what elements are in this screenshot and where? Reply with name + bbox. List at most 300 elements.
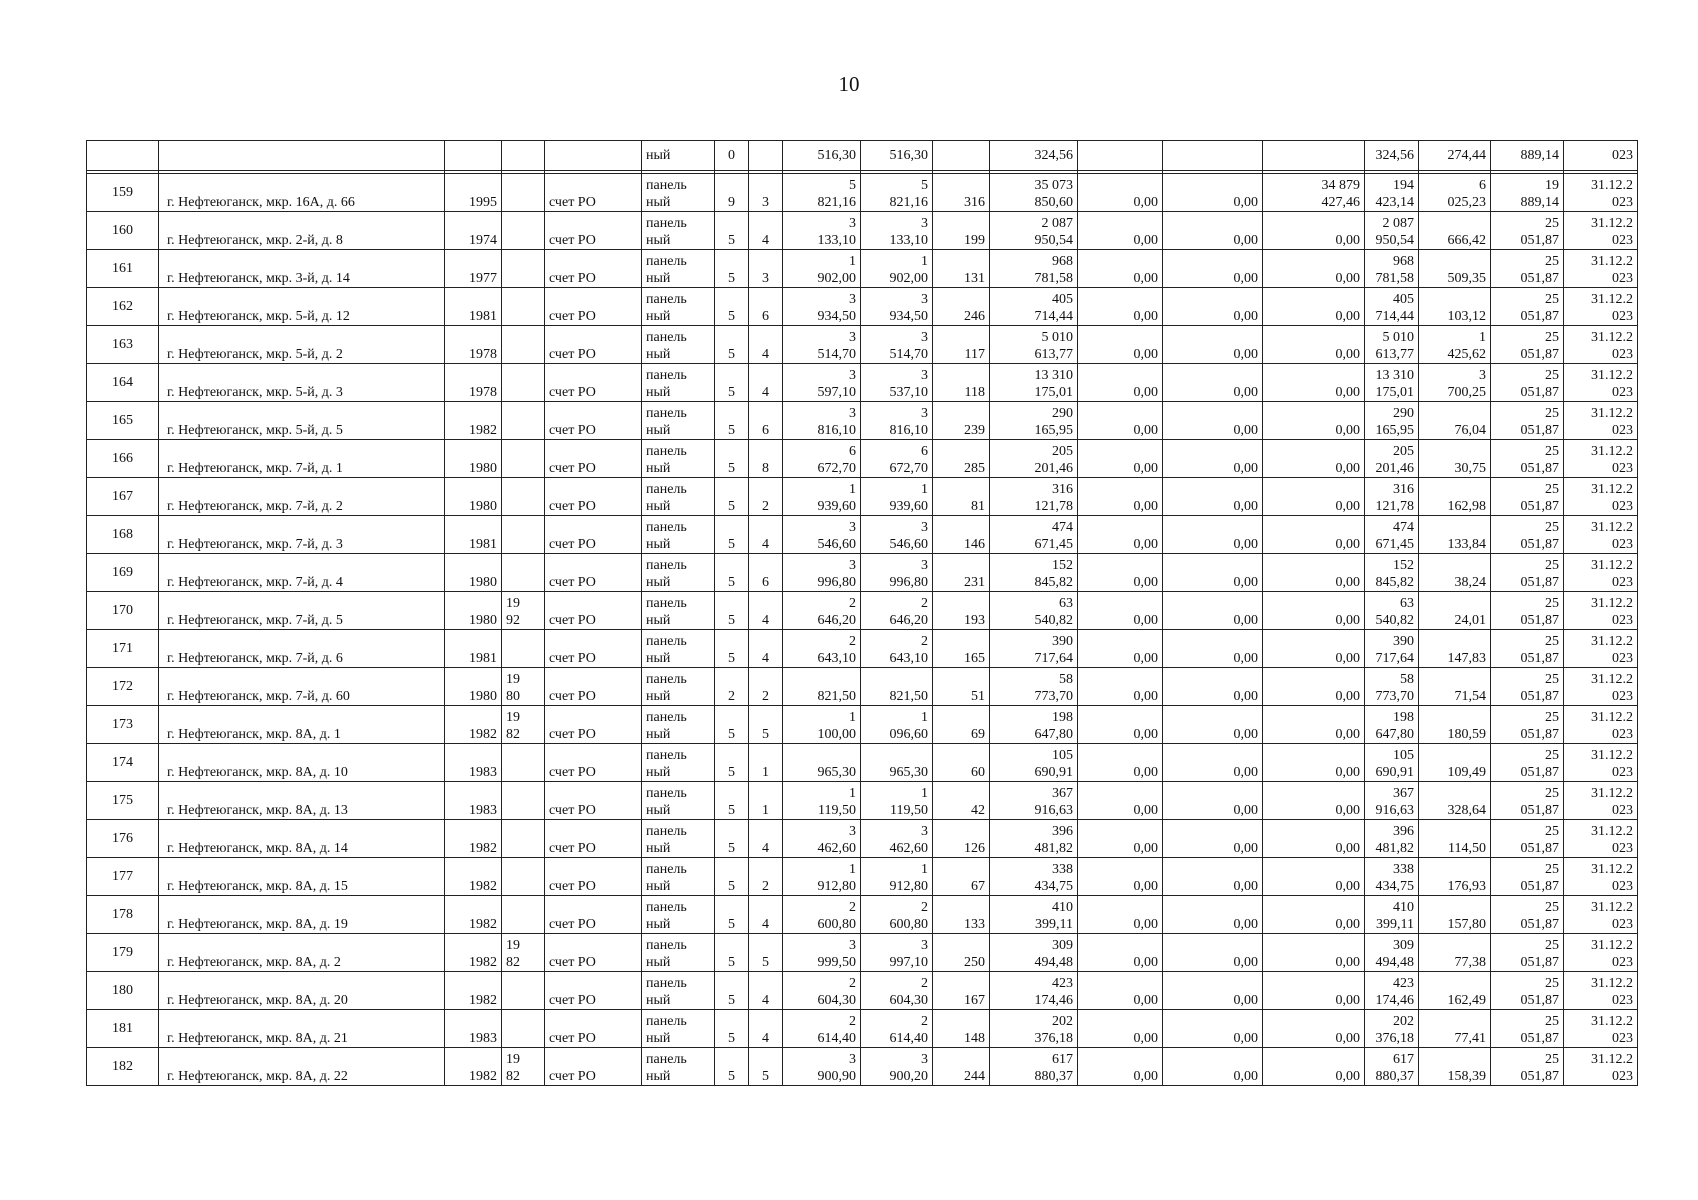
cost-per-m2-cell-line: 24,01: [1454, 613, 1486, 628]
table-body: [87, 141, 1638, 1086]
area-total-cell-line: 5: [849, 178, 856, 193]
cost-per-m2-cell: [1419, 326, 1491, 364]
cost-per-m2-cell: [1419, 250, 1491, 288]
limit-cost-cell-line: 051,87: [1520, 1069, 1559, 1084]
cost-per-m2-cell-line: 30,75: [1454, 461, 1486, 476]
cost-per-m2-cell-line: 103,12: [1447, 309, 1486, 324]
limit-cost-cell-line: 051,87: [1520, 841, 1559, 856]
area-residential-cell-line: 816,10: [889, 423, 928, 438]
funds-own-cell-line: 338: [1393, 862, 1414, 877]
year-commissioned-cell: [502, 364, 545, 402]
cost-per-m2-cell-line: 109,49: [1447, 765, 1486, 780]
year-commissioned-cell: [502, 1010, 545, 1048]
funds-own-cell: [1365, 554, 1419, 592]
area-residential-cell-line: 546,60: [889, 537, 928, 552]
wall-material-cell: [642, 364, 715, 402]
limit-cost-cell-line: 25: [1545, 330, 1559, 345]
cost-total-cell-line: 968: [1052, 254, 1073, 269]
area-residential-cell: 516,30: [861, 141, 933, 171]
limit-cost-cell-line: 25: [1545, 558, 1559, 573]
address-cell: г. Нефтеюганск, мкр. 7-й, д. 5: [159, 592, 445, 630]
funds-3-cell: [1263, 288, 1365, 326]
fund-method-cell: счет РО: [545, 630, 642, 668]
completion-date-cell-line: 31.12.2: [1591, 938, 1633, 953]
completion-date-cell-line: 023: [1612, 955, 1633, 970]
funds-3-cell: [1263, 402, 1365, 440]
area-residential-cell: [861, 288, 933, 326]
limit-cost-cell-line: 25: [1545, 900, 1559, 915]
area-total-cell-line: 3: [849, 330, 856, 345]
funds-own-cell: [1365, 782, 1419, 820]
year-commissioned-cell-line: [506, 878, 540, 895]
cost-per-m2-cell-line: 162,98: [1447, 499, 1486, 514]
address-cell: г. Нефтеюганск, мкр. 16А, д. 66: [159, 174, 445, 212]
cost-per-m2-cell-line: [1423, 1051, 1486, 1068]
area-total-cell-line: 600,80: [817, 917, 856, 932]
wall-material-cell-line: ный: [646, 233, 671, 248]
year-commissioned-cell: [502, 516, 545, 554]
year-built-cell: 1977: [445, 250, 502, 288]
area-residential-cell-line: 2: [921, 900, 928, 915]
year-built-cell: 1981: [445, 516, 502, 554]
funds-3-cell-line: 0,00: [1335, 917, 1360, 932]
cost-per-m2-cell-line: 158,39: [1447, 1069, 1486, 1084]
area-residential-cell-line: 646,20: [889, 613, 928, 628]
wall-material-cell-line: панель: [646, 406, 687, 421]
area-residential-cell-line: 821,16: [889, 195, 928, 210]
cost-total-cell-line: 201,46: [1034, 461, 1073, 476]
completion-date-cell: [1564, 630, 1638, 668]
wall-material-cell-line: ный: [646, 879, 671, 894]
funds-1-cell: 0,00: [1078, 820, 1163, 858]
funds-2-cell: 0,00: [1163, 212, 1263, 250]
funds-own-cell-line: 202: [1393, 1014, 1414, 1029]
year-commissioned-cell: [502, 288, 545, 326]
row-number-cell: 171: [87, 630, 159, 668]
funds-own-cell-line: 58: [1400, 672, 1414, 687]
cost-total-cell-line: 105: [1052, 748, 1073, 763]
funds-3-cell-line: 0,00: [1335, 955, 1360, 970]
row-number-cell: 165: [87, 402, 159, 440]
funds-own-cell-line: 434,75: [1375, 879, 1414, 894]
completion-date-cell-line: 023: [1612, 423, 1633, 438]
funds-own-cell: [1365, 1010, 1419, 1048]
wall-material-cell-line: панель: [646, 786, 687, 801]
year-built-cell: 1980: [445, 554, 502, 592]
funds-own-cell-line: 714,44: [1375, 309, 1414, 324]
wall-material-cell-line: ный: [646, 309, 671, 324]
funds-1-cell: 0,00: [1078, 174, 1163, 212]
limit-cost-cell: [1491, 972, 1564, 1010]
residents-cell: 81: [933, 478, 990, 516]
year-commissioned-cell: [502, 972, 545, 1010]
wall-material-cell: [642, 592, 715, 630]
entrances-cell: 5: [749, 1048, 783, 1086]
year-commissioned-cell-line: [506, 367, 540, 384]
area-total-cell-line: 2: [849, 976, 856, 991]
limit-cost-cell-line: 051,87: [1520, 993, 1559, 1008]
wall-material-cell-line: ный: [646, 955, 671, 970]
cost-per-m2-cell-line: 1: [1479, 330, 1486, 345]
funds-3-cell: [1263, 554, 1365, 592]
year-commissioned-cell-line: [506, 177, 540, 194]
cost-total-cell: 324,56: [990, 141, 1078, 171]
cost-per-m2-cell: [1419, 1048, 1491, 1086]
area-residential-cell: [861, 212, 933, 250]
year-built-cell: 1974: [445, 212, 502, 250]
year-commissioned-cell: [502, 782, 545, 820]
limit-cost-cell-line: 25: [1545, 786, 1559, 801]
funds-1-cell: 0,00: [1078, 896, 1163, 934]
cost-per-m2-cell: [1419, 364, 1491, 402]
year-commissioned-cell-line: [506, 802, 540, 819]
row-number-cell: 164: [87, 364, 159, 402]
area-total-cell-line: 3: [849, 368, 856, 383]
funds-2-cell: 0,00: [1163, 402, 1263, 440]
limit-cost-cell: [1491, 174, 1564, 212]
houses-table: [86, 140, 1638, 1086]
funds-2-cell: 0,00: [1163, 896, 1263, 934]
funds-3-cell-line: 0,00: [1335, 423, 1360, 438]
funds-3-cell: [1263, 326, 1365, 364]
limit-cost-cell: [1491, 440, 1564, 478]
fund-method-cell: счет РО: [545, 744, 642, 782]
year-commissioned-cell-line: [506, 975, 540, 992]
area-total-cell: [783, 250, 861, 288]
floors-cell: 5: [715, 630, 749, 668]
cost-per-m2-cell-line: 180,59: [1447, 727, 1486, 742]
area-residential-cell: [861, 174, 933, 212]
funds-own-cell-line: 916,63: [1375, 803, 1414, 818]
cost-total-cell-line: 423: [1052, 976, 1073, 991]
wall-material-cell-line: ный: [646, 499, 671, 514]
area-total-cell-line: 100,00: [817, 727, 856, 742]
area-residential-cell: [861, 744, 933, 782]
limit-cost-cell-line: 25: [1545, 824, 1559, 839]
cost-per-m2-cell-line: [1423, 481, 1486, 498]
funds-own-cell: [1365, 630, 1419, 668]
address-cell: г. Нефтеюганск, мкр. 8А, д. 13: [159, 782, 445, 820]
cost-per-m2-cell-line: 3: [1479, 368, 1486, 383]
limit-cost-cell-line: 051,87: [1520, 537, 1559, 552]
year-commissioned-cell-line: [506, 308, 540, 325]
limit-cost-cell: [1491, 402, 1564, 440]
funds-3-cell-line: [1267, 367, 1360, 384]
table-row: [87, 668, 1638, 706]
entrances-cell: 2: [749, 478, 783, 516]
funds-own-cell: [1365, 364, 1419, 402]
row-number-cell: 178: [87, 896, 159, 934]
cost-total-cell-line: 35 073: [1034, 178, 1073, 193]
row-number-cell: 181: [87, 1010, 159, 1048]
wall-material-cell: [642, 212, 715, 250]
area-total-cell: [783, 630, 861, 668]
area-residential-cell: [861, 554, 933, 592]
area-total-cell-line: 2: [849, 1014, 856, 1029]
funds-own-cell-line: 194: [1393, 178, 1414, 193]
area-residential-cell: [861, 782, 933, 820]
limit-cost-cell: [1491, 288, 1564, 326]
area-residential-cell-line: 965,30: [889, 765, 928, 780]
year-commissioned-cell: [502, 250, 545, 288]
area-total-cell-line: 902,00: [817, 271, 856, 286]
residents-cell: 131: [933, 250, 990, 288]
area-total-cell-line: 3: [849, 558, 856, 573]
wall-material-cell-line: панель: [646, 976, 687, 991]
year-commissioned-cell-line: [506, 633, 540, 650]
funds-3-cell-line: [1267, 975, 1360, 992]
cost-per-m2-cell-line: [1423, 937, 1486, 954]
funds-1-cell: 0,00: [1078, 364, 1163, 402]
completion-date-cell: [1564, 478, 1638, 516]
cost-total-cell-line: 647,80: [1034, 727, 1073, 742]
completion-date-cell-line: 31.12.2: [1591, 330, 1633, 345]
year-commissioned-cell-line: [506, 823, 540, 840]
completion-date-cell-line: 023: [1612, 841, 1633, 856]
fund-method-cell: счет РО: [545, 174, 642, 212]
table-row: [87, 250, 1638, 288]
residents-cell: 199: [933, 212, 990, 250]
wall-material-cell-line: ный: [646, 461, 671, 476]
area-total-cell-line: 965,30: [817, 765, 856, 780]
cost-total-cell-line: 880,37: [1034, 1069, 1073, 1084]
cost-per-m2-cell-line: 025,23: [1447, 195, 1486, 210]
area-total-cell-line: 462,60: [817, 841, 856, 856]
funds-3-cell-line: 0,00: [1335, 993, 1360, 1008]
completion-date-cell-line: 31.12.2: [1591, 444, 1633, 459]
residents-cell: 165: [933, 630, 990, 668]
limit-cost-cell-line: 051,87: [1520, 651, 1559, 666]
completion-date-cell-line: 31.12.2: [1591, 824, 1633, 839]
wall-material-cell-line: ный: [646, 537, 671, 552]
completion-date-cell-line: 31.12.2: [1591, 710, 1633, 725]
funds-3-cell-line: 0,00: [1335, 727, 1360, 742]
completion-date-cell: [1564, 288, 1638, 326]
year-built-cell: 1982: [445, 934, 502, 972]
cost-per-m2-cell-line: [1423, 1013, 1486, 1030]
funds-2-cell: 0,00: [1163, 478, 1263, 516]
wall-material-cell: [642, 896, 715, 934]
completion-date-cell-line: 023: [1612, 499, 1633, 514]
funds-3-cell-line: 0,00: [1335, 347, 1360, 362]
cost-per-m2-cell: [1419, 212, 1491, 250]
cost-total-cell-line: 434,75: [1034, 879, 1073, 894]
entrances-cell: 6: [749, 554, 783, 592]
cost-total-cell: [990, 934, 1078, 972]
completion-date-cell-line: 023: [1612, 1031, 1633, 1046]
area-total-cell-line: 821,50: [817, 689, 856, 704]
limit-cost-cell: [1491, 896, 1564, 934]
cost-per-m2-cell: [1419, 516, 1491, 554]
area-total-cell-line: 546,60: [817, 537, 856, 552]
funds-own-cell-line: 165,95: [1375, 423, 1414, 438]
area-total-cell-line: 3: [849, 216, 856, 231]
wall-material-cell-line: панель: [646, 292, 687, 307]
funds-own-cell-line: 13 310: [1375, 368, 1414, 383]
limit-cost-cell-line: 051,87: [1520, 613, 1559, 628]
cost-total-cell: [990, 782, 1078, 820]
limit-cost-cell-line: 25: [1545, 938, 1559, 953]
cost-total-cell-line: 121,78: [1034, 499, 1073, 514]
area-total-cell: [783, 744, 861, 782]
funds-1-cell: 0,00: [1078, 440, 1163, 478]
address-cell: г. Нефтеюганск, мкр. 5-й, д. 12: [159, 288, 445, 326]
area-total-cell-line: 939,60: [817, 499, 856, 514]
funds-3-cell: [1263, 174, 1365, 212]
table-row: [87, 896, 1638, 934]
completion-date-cell: [1564, 364, 1638, 402]
area-total-cell-line: 3: [849, 406, 856, 421]
floors-cell: 5: [715, 820, 749, 858]
funds-own-cell-line: 617: [1393, 1052, 1414, 1067]
cost-total-cell-line: 198: [1052, 710, 1073, 725]
address-cell: г. Нефтеюганск, мкр. 7-й, д. 3: [159, 516, 445, 554]
address-cell: г. Нефтеюганск, мкр. 7-й, д. 4: [159, 554, 445, 592]
year-commissioned-cell: [502, 212, 545, 250]
table-row: [87, 288, 1638, 326]
cost-total-cell-line: 316: [1052, 482, 1073, 497]
limit-cost-cell: [1491, 1010, 1564, 1048]
funds-own-cell-line: 481,82: [1375, 841, 1414, 856]
residents-cell: 246: [933, 288, 990, 326]
cost-total-cell: [990, 478, 1078, 516]
year-built-cell: 1982: [445, 820, 502, 858]
limit-cost-cell: [1491, 820, 1564, 858]
address-cell: г. Нефтеюганск, мкр. 5-й, д. 3: [159, 364, 445, 402]
area-total-cell: [783, 972, 861, 1010]
row-number-cell: 159: [87, 174, 159, 212]
wall-material-cell: [642, 630, 715, 668]
limit-cost-cell-line: 051,87: [1520, 727, 1559, 742]
cost-per-m2-cell: [1419, 630, 1491, 668]
funds-2-cell: 0,00: [1163, 820, 1263, 858]
floors-cell: 5: [715, 250, 749, 288]
year-built-cell: 1983: [445, 744, 502, 782]
year-built-cell: 1983: [445, 782, 502, 820]
funds-own-cell-line: 121,78: [1375, 499, 1414, 514]
residents-cell: 316: [933, 174, 990, 212]
area-residential-cell-line: [865, 747, 928, 764]
fund-method-cell: счет РО: [545, 440, 642, 478]
funds-own-cell-line: 205: [1393, 444, 1414, 459]
funds-3-cell-line: 0,00: [1335, 537, 1360, 552]
floors-cell: 5: [715, 478, 749, 516]
funds-own-cell-line: 671,45: [1375, 537, 1414, 552]
cost-total-cell: [990, 744, 1078, 782]
floors-cell: 5: [715, 858, 749, 896]
area-total-cell-line: 900,90: [817, 1069, 856, 1084]
table-row: [87, 592, 1638, 630]
cost-total-cell-line: 290: [1052, 406, 1073, 421]
wall-material-cell-line: панель: [646, 444, 687, 459]
area-residential-cell-line: 3: [921, 1052, 928, 1067]
year-commissioned-cell-line: [506, 574, 540, 591]
funds-3-cell-line: [1267, 671, 1360, 688]
funds-3-cell: [1263, 706, 1365, 744]
cost-total-cell-line: 390: [1052, 634, 1073, 649]
wall-material-cell: [642, 326, 715, 364]
area-residential-cell: [861, 326, 933, 364]
funds-3-cell-line: 0,00: [1335, 233, 1360, 248]
limit-cost-cell-line: 051,87: [1520, 499, 1559, 514]
completion-date-cell: [1564, 402, 1638, 440]
funds-own-cell-line: 152: [1393, 558, 1414, 573]
year-commissioned-cell: [502, 706, 545, 744]
year-commissioned-cell-line: 92: [506, 613, 520, 628]
year-commissioned-cell: [502, 668, 545, 706]
cost-per-m2-cell: [1419, 174, 1491, 212]
completion-date-cell-line: 31.12.2: [1591, 634, 1633, 649]
cost-per-m2-cell-line: [1423, 747, 1486, 764]
cost-total-cell: [990, 288, 1078, 326]
area-total-cell-line: 646,20: [817, 613, 856, 628]
fund-method-cell: счет РО: [545, 478, 642, 516]
area-total-cell-line: 643,10: [817, 651, 856, 666]
fund-method-cell: счет РО: [545, 820, 642, 858]
year-commissioned-cell: [502, 554, 545, 592]
cost-total-cell-line: 410: [1052, 900, 1073, 915]
year-commissioned-cell-line: [506, 747, 540, 764]
wall-material-cell-line: панель: [646, 558, 687, 573]
row-number-cell: 176: [87, 820, 159, 858]
area-residential-cell: [861, 364, 933, 402]
wall-material-cell-line: панель: [646, 1052, 687, 1067]
funds-2-cell: 0,00: [1163, 326, 1263, 364]
cost-total-cell-line: 405: [1052, 292, 1073, 307]
fund-method-cell: счет РО: [545, 706, 642, 744]
year-built-cell: 1981: [445, 630, 502, 668]
residents-cell: 60: [933, 744, 990, 782]
entrances-cell: 8: [749, 440, 783, 478]
floors-cell: 5: [715, 1048, 749, 1086]
cost-total-cell-line: 613,77: [1034, 347, 1073, 362]
funds-3-cell: [1263, 516, 1365, 554]
funds-own-cell: [1365, 174, 1419, 212]
completion-date-cell-line: 31.12.2: [1591, 748, 1633, 763]
fund-method-cell: счет РО: [545, 250, 642, 288]
funds-own-cell-line: 773,70: [1375, 689, 1414, 704]
cost-total-cell: [990, 326, 1078, 364]
year-commissioned-cell-line: [506, 519, 540, 536]
row-number-cell: 169: [87, 554, 159, 592]
address-cell: г. Нефтеюганск, мкр. 8А, д. 15: [159, 858, 445, 896]
area-residential-cell-line: [865, 671, 928, 688]
cost-per-m2-cell-line: [1423, 557, 1486, 574]
wall-material-cell: [642, 706, 715, 744]
funds-own-cell-line: 63: [1400, 596, 1414, 611]
address-cell: г. Нефтеюганск, мкр. 8А, д. 14: [159, 820, 445, 858]
table-row: [87, 440, 1638, 478]
area-residential-cell-line: 1: [921, 862, 928, 877]
table-row: [87, 478, 1638, 516]
entrances-cell: 1: [749, 782, 783, 820]
funds-own-cell-line: 690,91: [1375, 765, 1414, 780]
entrances-cell: 1: [749, 744, 783, 782]
fund-method-cell: счет РО: [545, 972, 642, 1010]
residents-cell: 244: [933, 1048, 990, 1086]
area-residential-cell-line: 3: [921, 368, 928, 383]
year-commissioned-cell-line: [506, 422, 540, 439]
residents-cell: 69: [933, 706, 990, 744]
area-residential-cell-line: 1: [921, 710, 928, 725]
funds-3-cell-line: 0,00: [1335, 461, 1360, 476]
funds-1-cell: 0,00: [1078, 744, 1163, 782]
cost-total-cell: [990, 1048, 1078, 1086]
wall-material-cell: [642, 782, 715, 820]
cost-per-m2-cell: [1419, 858, 1491, 896]
funds-3-cell: [1263, 630, 1365, 668]
area-total-cell: [783, 554, 861, 592]
